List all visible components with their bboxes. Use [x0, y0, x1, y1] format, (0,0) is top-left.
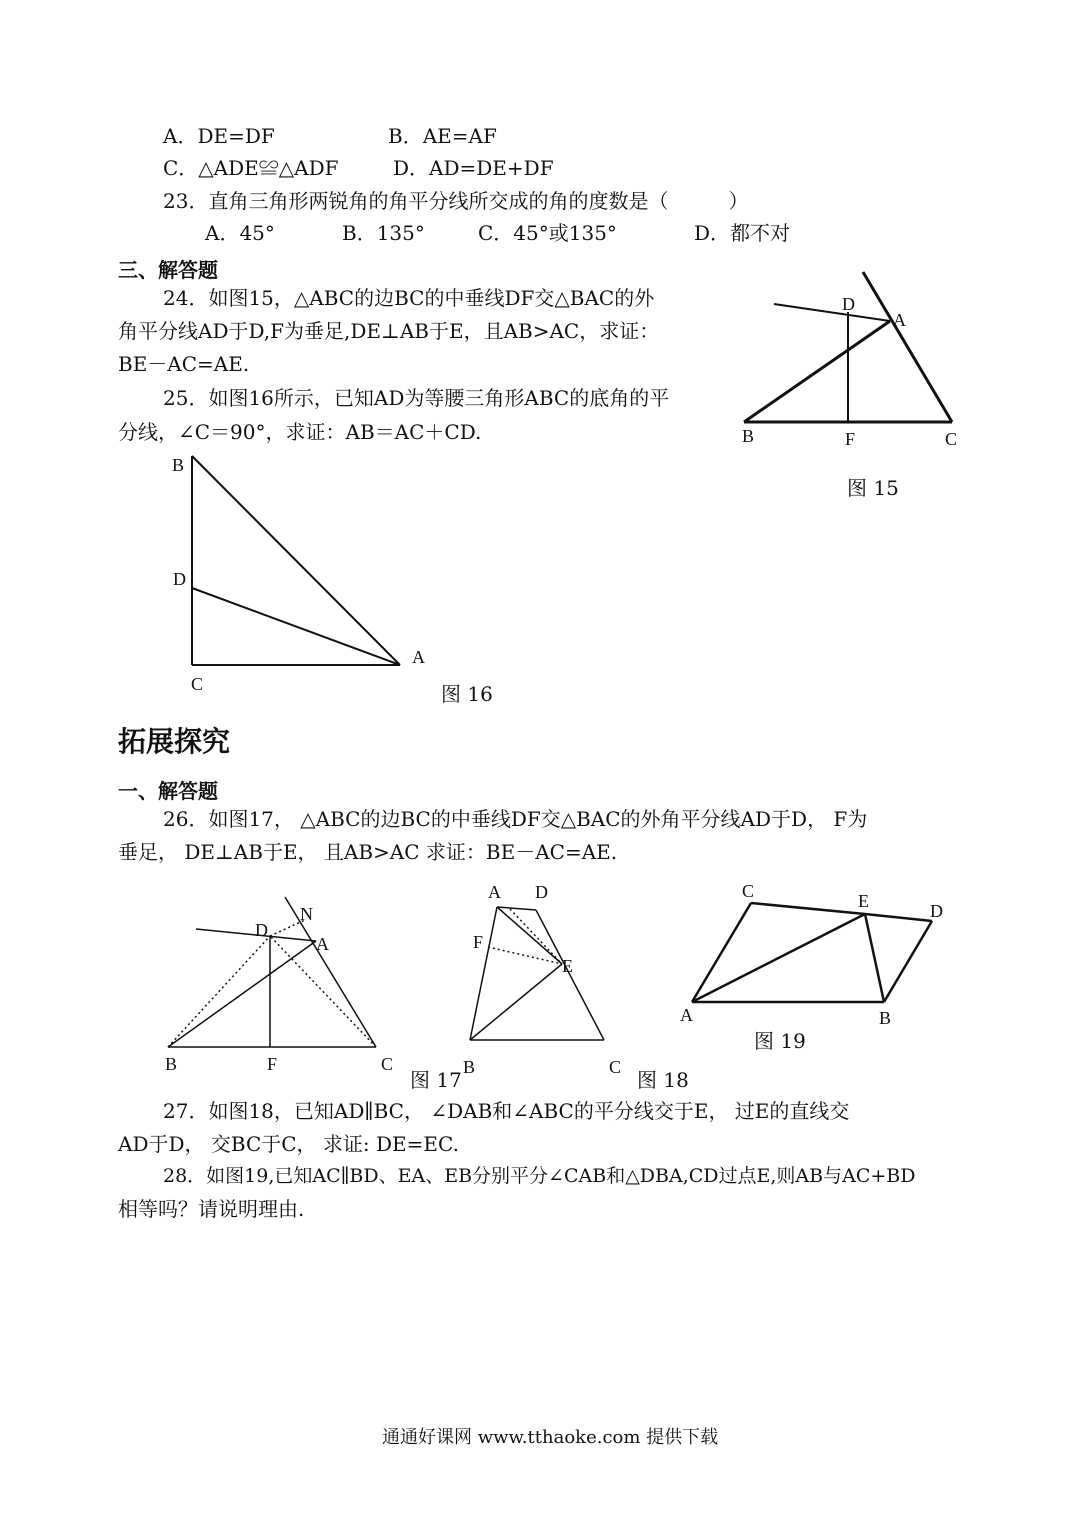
- q28-line1: 28．如图19,已知AC∥BD、EA、EB分别平分∠CAB和△DBA,CD过点E,则AB与AC+BD: [163, 1165, 916, 1187]
- fig19-label-b: B: [879, 1008, 892, 1028]
- fig16-label-d: D: [173, 569, 186, 589]
- section-heading-3: 三、解答题: [118, 258, 218, 282]
- extension-title: 拓展探究: [118, 725, 231, 758]
- q23-option-d: D．都不对: [694, 221, 791, 245]
- fig17-caption: 图 17: [410, 1068, 462, 1092]
- fig19-label-e: E: [858, 891, 869, 911]
- q27-line1: 27．如图18，已知AD∥BC， ∠DAB和∠ABC的平分线交于E， 过E的直线交: [163, 1099, 850, 1123]
- q22-option-b: B．AE=AF: [388, 124, 497, 148]
- q22-option-a: A．DE=DF: [163, 124, 275, 148]
- fig19-label-d: D: [930, 901, 943, 921]
- fig16-label-a: A: [412, 647, 425, 667]
- q24-line1: 24．如图15，△ABC的边BC的中垂线DF交△BAC的外: [163, 286, 655, 310]
- fig16-label-c: C: [191, 674, 204, 694]
- fig19-caption: 图 19: [754, 1029, 806, 1053]
- fig18-label-a: A: [488, 882, 501, 902]
- page-footer: 通通好课网 www.tthaoke.com 提供下载: [382, 1427, 719, 1448]
- fig15-label-b: B: [742, 426, 755, 446]
- q25-line1: 25．如图16所示，已知AD为等腰三角形ABC的底角的平: [163, 386, 670, 410]
- fig17-label-d: D: [255, 920, 268, 940]
- fig19-line-ce: [751, 903, 865, 914]
- q28-line2: 相等吗？请说明理由.: [118, 1197, 305, 1221]
- q24-line2: 角平分线AD于D,F为垂足,DE⊥AB于E，且AB>AC，求证：: [118, 319, 660, 343]
- fig17-label-a: A: [316, 934, 329, 954]
- fig19-line-eb: [865, 914, 884, 1002]
- q22-option-c: C．△ADE≌△ADF: [163, 156, 339, 180]
- q22-option-d: D．AD=DE+DF: [393, 156, 554, 180]
- fig16-label-b: B: [172, 455, 185, 475]
- q27-line2: AD于D， 交BC于C， 求证: DE=EC.: [118, 1132, 459, 1156]
- q23-stem: 23．直角三角形两锐角的角平分线所交成的角的度数是（ ）: [163, 189, 749, 213]
- q24-line3: BE－AC=AE.: [118, 352, 250, 376]
- fig15-label-c: C: [945, 429, 958, 449]
- fig17-label-n: N: [300, 904, 313, 924]
- fig18-label-f: F: [473, 932, 484, 952]
- fig17-label-b: B: [165, 1054, 178, 1074]
- fig15-label-a: A: [893, 310, 906, 330]
- q26-line2: 垂足， DE⊥AB于E， 且AB>AC 求证：BE－AC=AE.: [118, 840, 618, 864]
- q25-line2: 分线，∠C＝90°，求证：AB＝AC＋CD.: [118, 420, 482, 444]
- fig17-label-f: F: [267, 1054, 278, 1074]
- fig18-label-b: B: [463, 1057, 476, 1077]
- fig18-label-c: C: [609, 1057, 622, 1077]
- fig19-label-c: C: [742, 881, 755, 901]
- q23-option-b: B．135°: [342, 221, 425, 245]
- fig16-caption: 图 16: [441, 682, 493, 706]
- q23-option-c: C．45°或135°: [478, 221, 617, 245]
- fig19-line-ed: [865, 914, 932, 921]
- q23-option-a: A．45°: [205, 221, 275, 245]
- fig15-label-f: F: [845, 429, 856, 449]
- fig15-caption: 图 15: [847, 476, 899, 500]
- fig19-label-a: A: [680, 1005, 693, 1025]
- fig19-line-db: [884, 921, 932, 1002]
- fig15-label-d: D: [842, 294, 855, 314]
- fig18-label-d: D: [535, 882, 548, 902]
- q26-line1: 26．如图17， △ABC的边BC的中垂线DF交△BAC的外角平分线AD于D， F为: [163, 807, 868, 831]
- fig18-caption: 图 18: [637, 1068, 689, 1092]
- section-heading-1: 一、解答题: [118, 779, 218, 803]
- fig18-label-e: E: [562, 956, 573, 976]
- fig17-label-c: C: [381, 1054, 394, 1074]
